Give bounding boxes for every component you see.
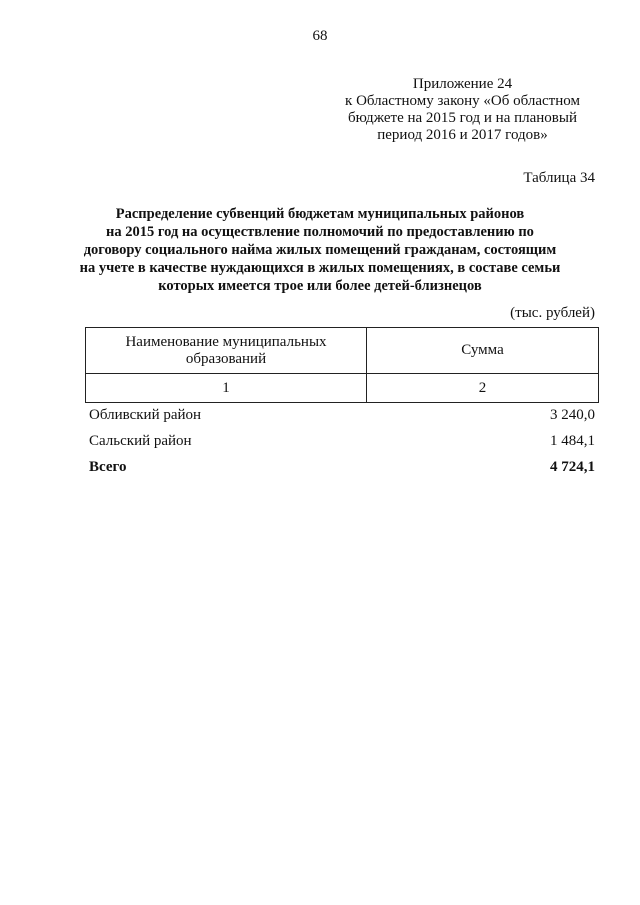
title-line: которых имеется трое или более детей-близнецов <box>158 278 482 294</box>
header-row <box>86 328 599 374</box>
table-number: Таблица 34 <box>523 170 595 186</box>
column-number: 1 <box>86 374 367 403</box>
appendix-line: период 2016 и 2017 годов» <box>377 127 548 143</box>
column-header-sum: Сумма <box>367 328 599 374</box>
document-title <box>70 205 570 295</box>
column-numbering-row <box>86 374 599 403</box>
table-body <box>89 402 595 480</box>
page-number: 68 <box>312 28 328 44</box>
column-header-name <box>86 328 367 374</box>
column-number: 2 <box>367 374 599 403</box>
title-line: на учете в качестве нуждающихся в жилых помещениях, в составе семьи <box>79 260 561 276</box>
table-row <box>89 428 595 454</box>
units-label: (тыс. рублей) <box>510 305 595 321</box>
row-value: 1 484,1 <box>550 433 595 449</box>
total-label: Всего <box>89 459 127 475</box>
column-header-name-line: образований <box>185 350 267 367</box>
total-row <box>89 454 595 480</box>
table-header <box>85 327 599 403</box>
appendix-line: Приложение 24 <box>412 76 513 92</box>
appendix-line: к Областному закону «Об областном <box>345 93 580 109</box>
table-row <box>89 402 595 428</box>
row-value: 3 240,0 <box>550 407 595 423</box>
total-value: 4 724,1 <box>550 459 595 475</box>
title-line: на 2015 год на осуществление полномочий по предоставлению по <box>106 224 534 240</box>
row-name: Сальский район <box>89 433 192 449</box>
title-line: Распределение субвенций бюджетам муниципальных районов <box>115 206 525 222</box>
column-header-name-line: Наименование муниципальных <box>125 333 327 350</box>
appendix-line: бюджете на 2015 год и на плановый <box>347 110 577 126</box>
title-line: договору социального найма жилых помещений гражданам, состоящим <box>83 242 557 258</box>
appendix-reference <box>330 76 595 144</box>
row-name: Обливский район <box>89 407 202 423</box>
